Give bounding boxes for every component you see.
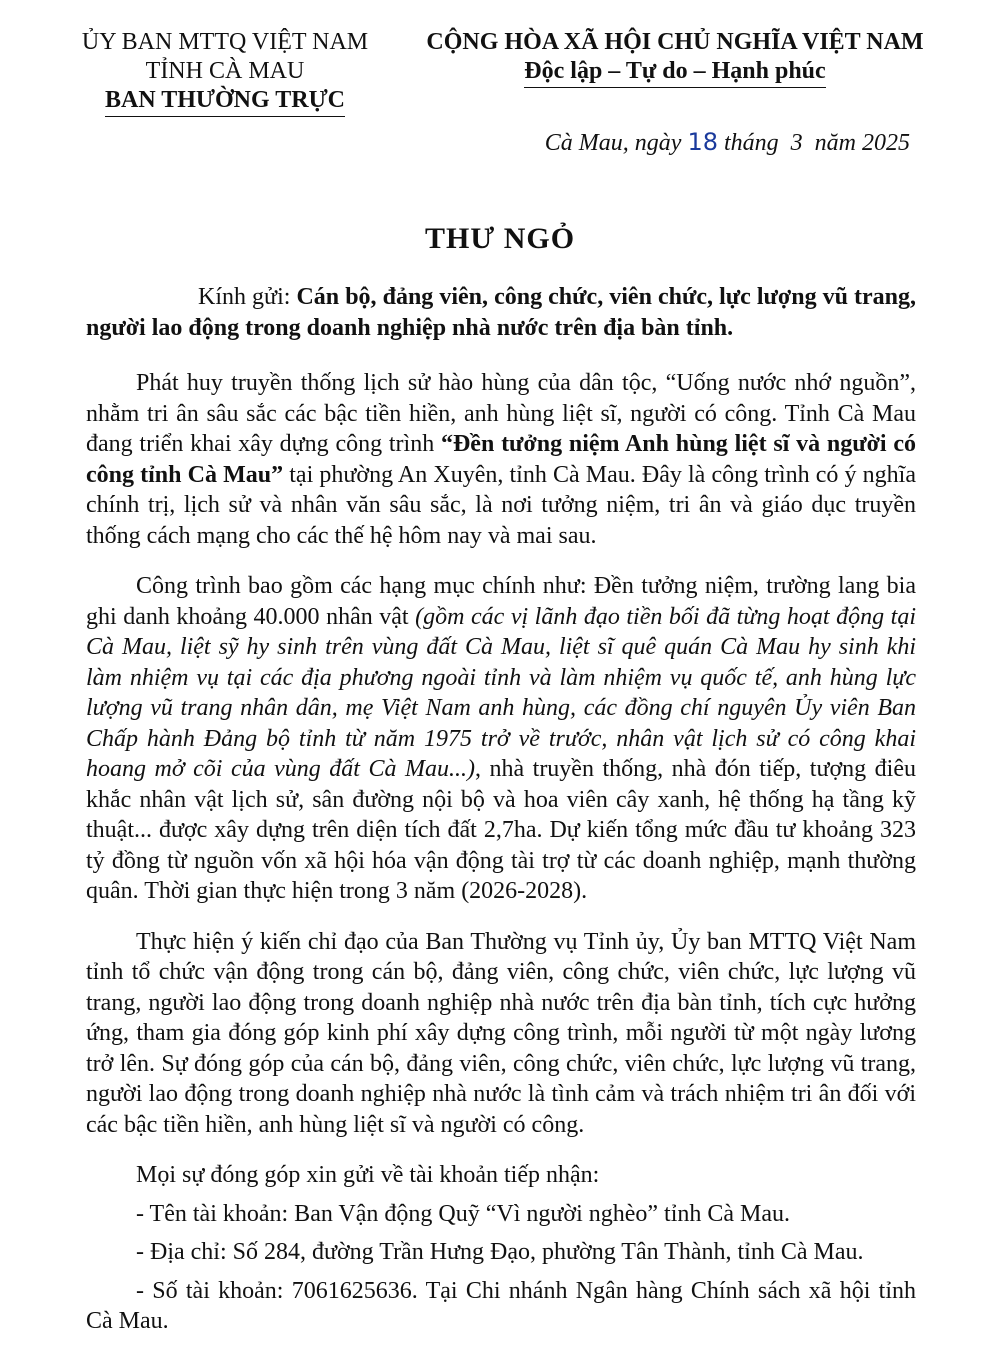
para1-a: Phát huy truyền thống lịch sử hào hùng của dân tộc, “Uống nước nhớ nguồn”, nhằm tri ân sâu sắc các bậc tiền hiền, anh hùng liệt sĩ, người có công. Tỉnh Cà Mau đang triển khai xây dựng công trình xyxy=(86,370,916,457)
para2-c: , nhà truyền thống, nhà đón tiếp, tượng điêu khắc nhân vật lịch sử, sân đường nội bộ và hoa viên cây xanh, hệ thống hạ tầng kỹ thuật... được xây dựng trên diện tích đất 2,7ha. Dự kiến tổng mức đầu tư khoảng 323 tỷ đồng từ nguồn vốn xã hội hóa vận động tài trợ từ các doanh nghiệp, mạnh thường quân. Thời gian thực hiện trong 3 năm (2026-2028). xyxy=(86,756,916,904)
date-prefix: Cà Mau, ngày xyxy=(544,130,688,156)
account-name: - Tên tài khoản: Ban Vận động Quỹ “Vì người nghèo” tỉnh Cà Mau. xyxy=(136,1200,791,1227)
agency-line-3: BAN THƯỜNG TRỰC xyxy=(105,86,345,117)
agency-line-1: ỦY BAN MTTQ VIỆT NAM xyxy=(81,29,369,55)
account-address: - Địa chỉ: Số 284, đường Trần Hưng Đạo, phường Tân Thành, tỉnh Cà Mau. xyxy=(136,1239,864,1265)
date-line xyxy=(545,128,910,157)
date-day-handwritten: 18 xyxy=(687,128,718,156)
national-header xyxy=(395,28,955,88)
national-title: CỘNG HÒA XÃ HỘI CHỦ NGHĨA VIỆT NAM xyxy=(426,29,924,55)
para1-c: tại phường An Xuyên, tỉnh Cà Mau. Đây là công trình có ý nghĩa chính trị, lịch sử và nhân văn sâu sắc, là nơi tưởng niệm, tri ân và giáo dục truyền thống cách mạng cho các thế hệ hôm nay và mai sau. xyxy=(86,461,916,549)
date-suffix: tháng 3 năm 2025 xyxy=(718,130,910,156)
recipient-prefix: Kính gửi: xyxy=(198,284,297,310)
paragraph-3: Thực hiện ý kiến chỉ đạo của Ban Thường vụ Tỉnh ủy, Ủy ban MTTQ Việt Nam tỉnh tổ chức vận động trong cán bộ, đảng viên, công chức, viên chức, lực lượng vũ trang, người lao động trong doanh nghiệp nhà nước trên địa bàn tỉnh, tích cực hưởng ứng, tham gia đóng góp kinh phí xây dựng công trình, mỗi người từ một ngày lương trở lên. Sự đóng góp của cán bộ, đảng viên, công chức, viên chức, lực lượng vũ trang, người lao động trong doanh nghiệp nhà nước là tình cảm và trách nhiệm tri ân đối với các bậc tiền hiền, anh hùng liệt sĩ và người có công. xyxy=(86,928,916,1138)
recipient-line xyxy=(86,282,916,343)
agency-line-2: TỈNH CÀ MAU xyxy=(145,58,305,84)
account-intro: Mọi sự đóng góp xin gửi về tài khoản tiếp nhận: xyxy=(136,1162,600,1188)
account-number: - Số tài khoản: 7061625636. Tại Chi nhánh Ngân hàng Chính sách xã hội tỉnh Cà Mau. xyxy=(86,1277,916,1334)
para2-italic: (gồm các vị lãnh đạo tiền bối đã từng hoạt động tại Cà Mau, liệt sỹ hy sinh trên vùng đất Cà Mau, liệt sĩ quê quán Cà Mau hy sinh khi làm nhiệm vụ tại các địa phương ngoài tỉnh và làm nhiệm vụ quốc tế, anh hùng lực lượng vũ trang nhân dân, mẹ Việt Nam anh hùng, các đồng chí nguyên Ủy viên Ban Chấp hành Đảng bộ tỉnh từ năm 1975 trở về trước, nhân vật lịch sử có công khai hoang mở cõi của vùng đất Cà Mau...) xyxy=(86,603,916,782)
paragraph-2 xyxy=(86,571,916,907)
issuing-agency-header xyxy=(60,28,390,117)
paragraph-1 xyxy=(86,368,916,551)
national-motto: Độc lập – Tự do – Hạnh phúc xyxy=(524,57,825,88)
para2-a: Công trình bao gồm các hạng mục chính như: Đền tưởng niệm, trường lang bia ghi danh khoảng 40.000 nhân vật xyxy=(86,573,916,630)
letter-title: THƯ NGỎ xyxy=(424,222,576,255)
para1-project-name: “Đền tưởng niệm Anh hùng liệt sĩ và người có công tỉnh Cà Mau” xyxy=(86,431,916,488)
letter-body xyxy=(86,282,916,1337)
recipient-text: Cán bộ, đảng viên, công chức, viên chức, lực lượng vũ trang, người lao động trong doanh nghiệp nhà nước trên địa bàn tỉnh. xyxy=(86,284,917,341)
